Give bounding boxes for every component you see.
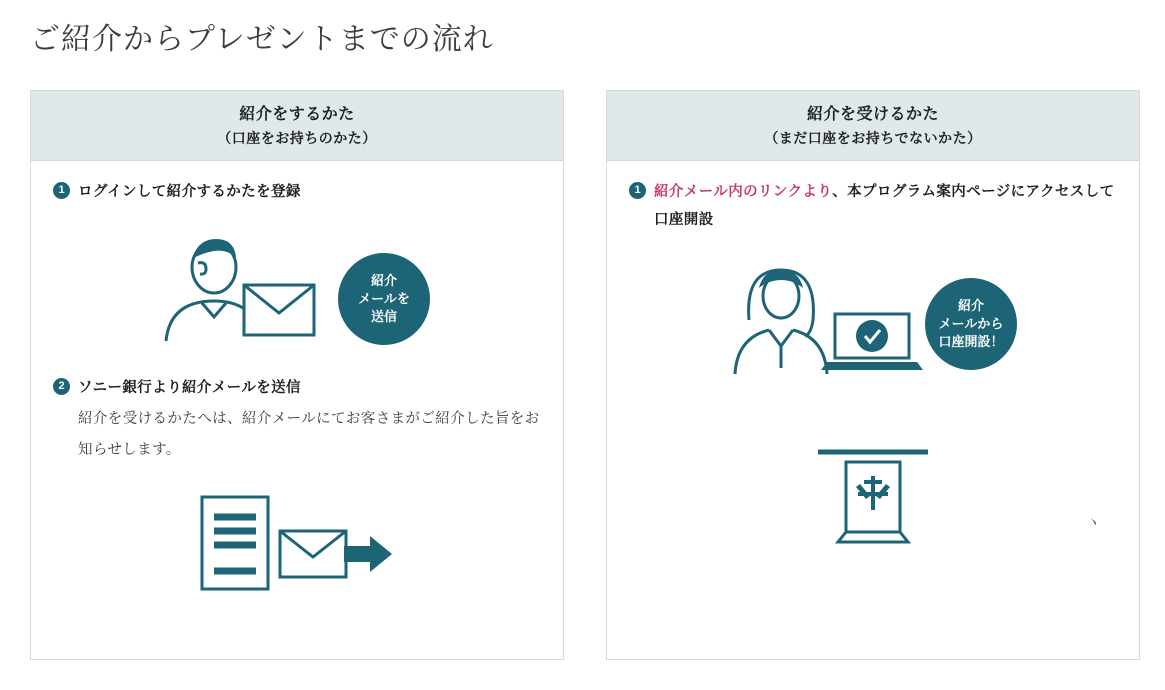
card-referrer-header xyxy=(31,91,563,161)
tick-mark: ヽ xyxy=(1085,514,1101,532)
card-referee-subtitle: （まだ口座をお持ちでないかた） xyxy=(764,130,982,146)
person-with-mail-illustration xyxy=(53,229,541,349)
step-1-label: ログインして紹介するかたを登録 xyxy=(78,184,301,201)
gift-money-envelope-illustration xyxy=(629,440,1117,550)
card-referee-title: 紹介を受けるかた xyxy=(806,106,939,123)
card-referrer-subtitle: （口座をお持ちのかた） xyxy=(217,130,377,146)
bubble-line-2: メールから xyxy=(938,316,1004,332)
card-referee xyxy=(606,90,1140,660)
document-with-mail-illustration xyxy=(53,491,541,596)
step-2 xyxy=(53,375,541,403)
step-1-number: 1 xyxy=(53,182,70,199)
step-1-number: 1 xyxy=(629,182,646,199)
bubble-line-2: メールを xyxy=(358,290,410,306)
flow-columns xyxy=(30,90,1140,660)
step-1 xyxy=(53,179,541,207)
card-referrer-title: 紹介をするかた xyxy=(239,106,355,123)
card-referrer-body xyxy=(31,161,563,596)
step-2-number: 2 xyxy=(53,378,70,395)
step-2-label: ソニー銀行より紹介メールを送信 xyxy=(78,379,301,396)
bubble-line-3: 送信 xyxy=(370,308,398,324)
card-referee-body xyxy=(607,161,1139,550)
step-1-label xyxy=(654,179,1117,234)
step-1 xyxy=(629,179,1117,234)
card-referrer xyxy=(30,90,564,660)
page-title: ご紹介からプレゼントまでの流れ xyxy=(30,23,494,56)
step-1-highlight: 紹介メール内のリンクより xyxy=(654,184,833,201)
bubble-line-1: 紹介 xyxy=(370,272,398,288)
step-1-rest: 、本プログラム案内ページにアクセスして口座開設 xyxy=(654,184,1115,228)
bubble-line-3: 口座開設！ xyxy=(938,334,1004,350)
step-2-detail: 紹介を受けるかたへは、紹介メールにてお客さまがご紹介した旨をお知らせします。 xyxy=(78,411,540,458)
bubble-line-1: 紹介 xyxy=(957,298,985,314)
person-with-laptop-illustration xyxy=(629,262,1117,382)
card-referee-header xyxy=(607,91,1139,161)
